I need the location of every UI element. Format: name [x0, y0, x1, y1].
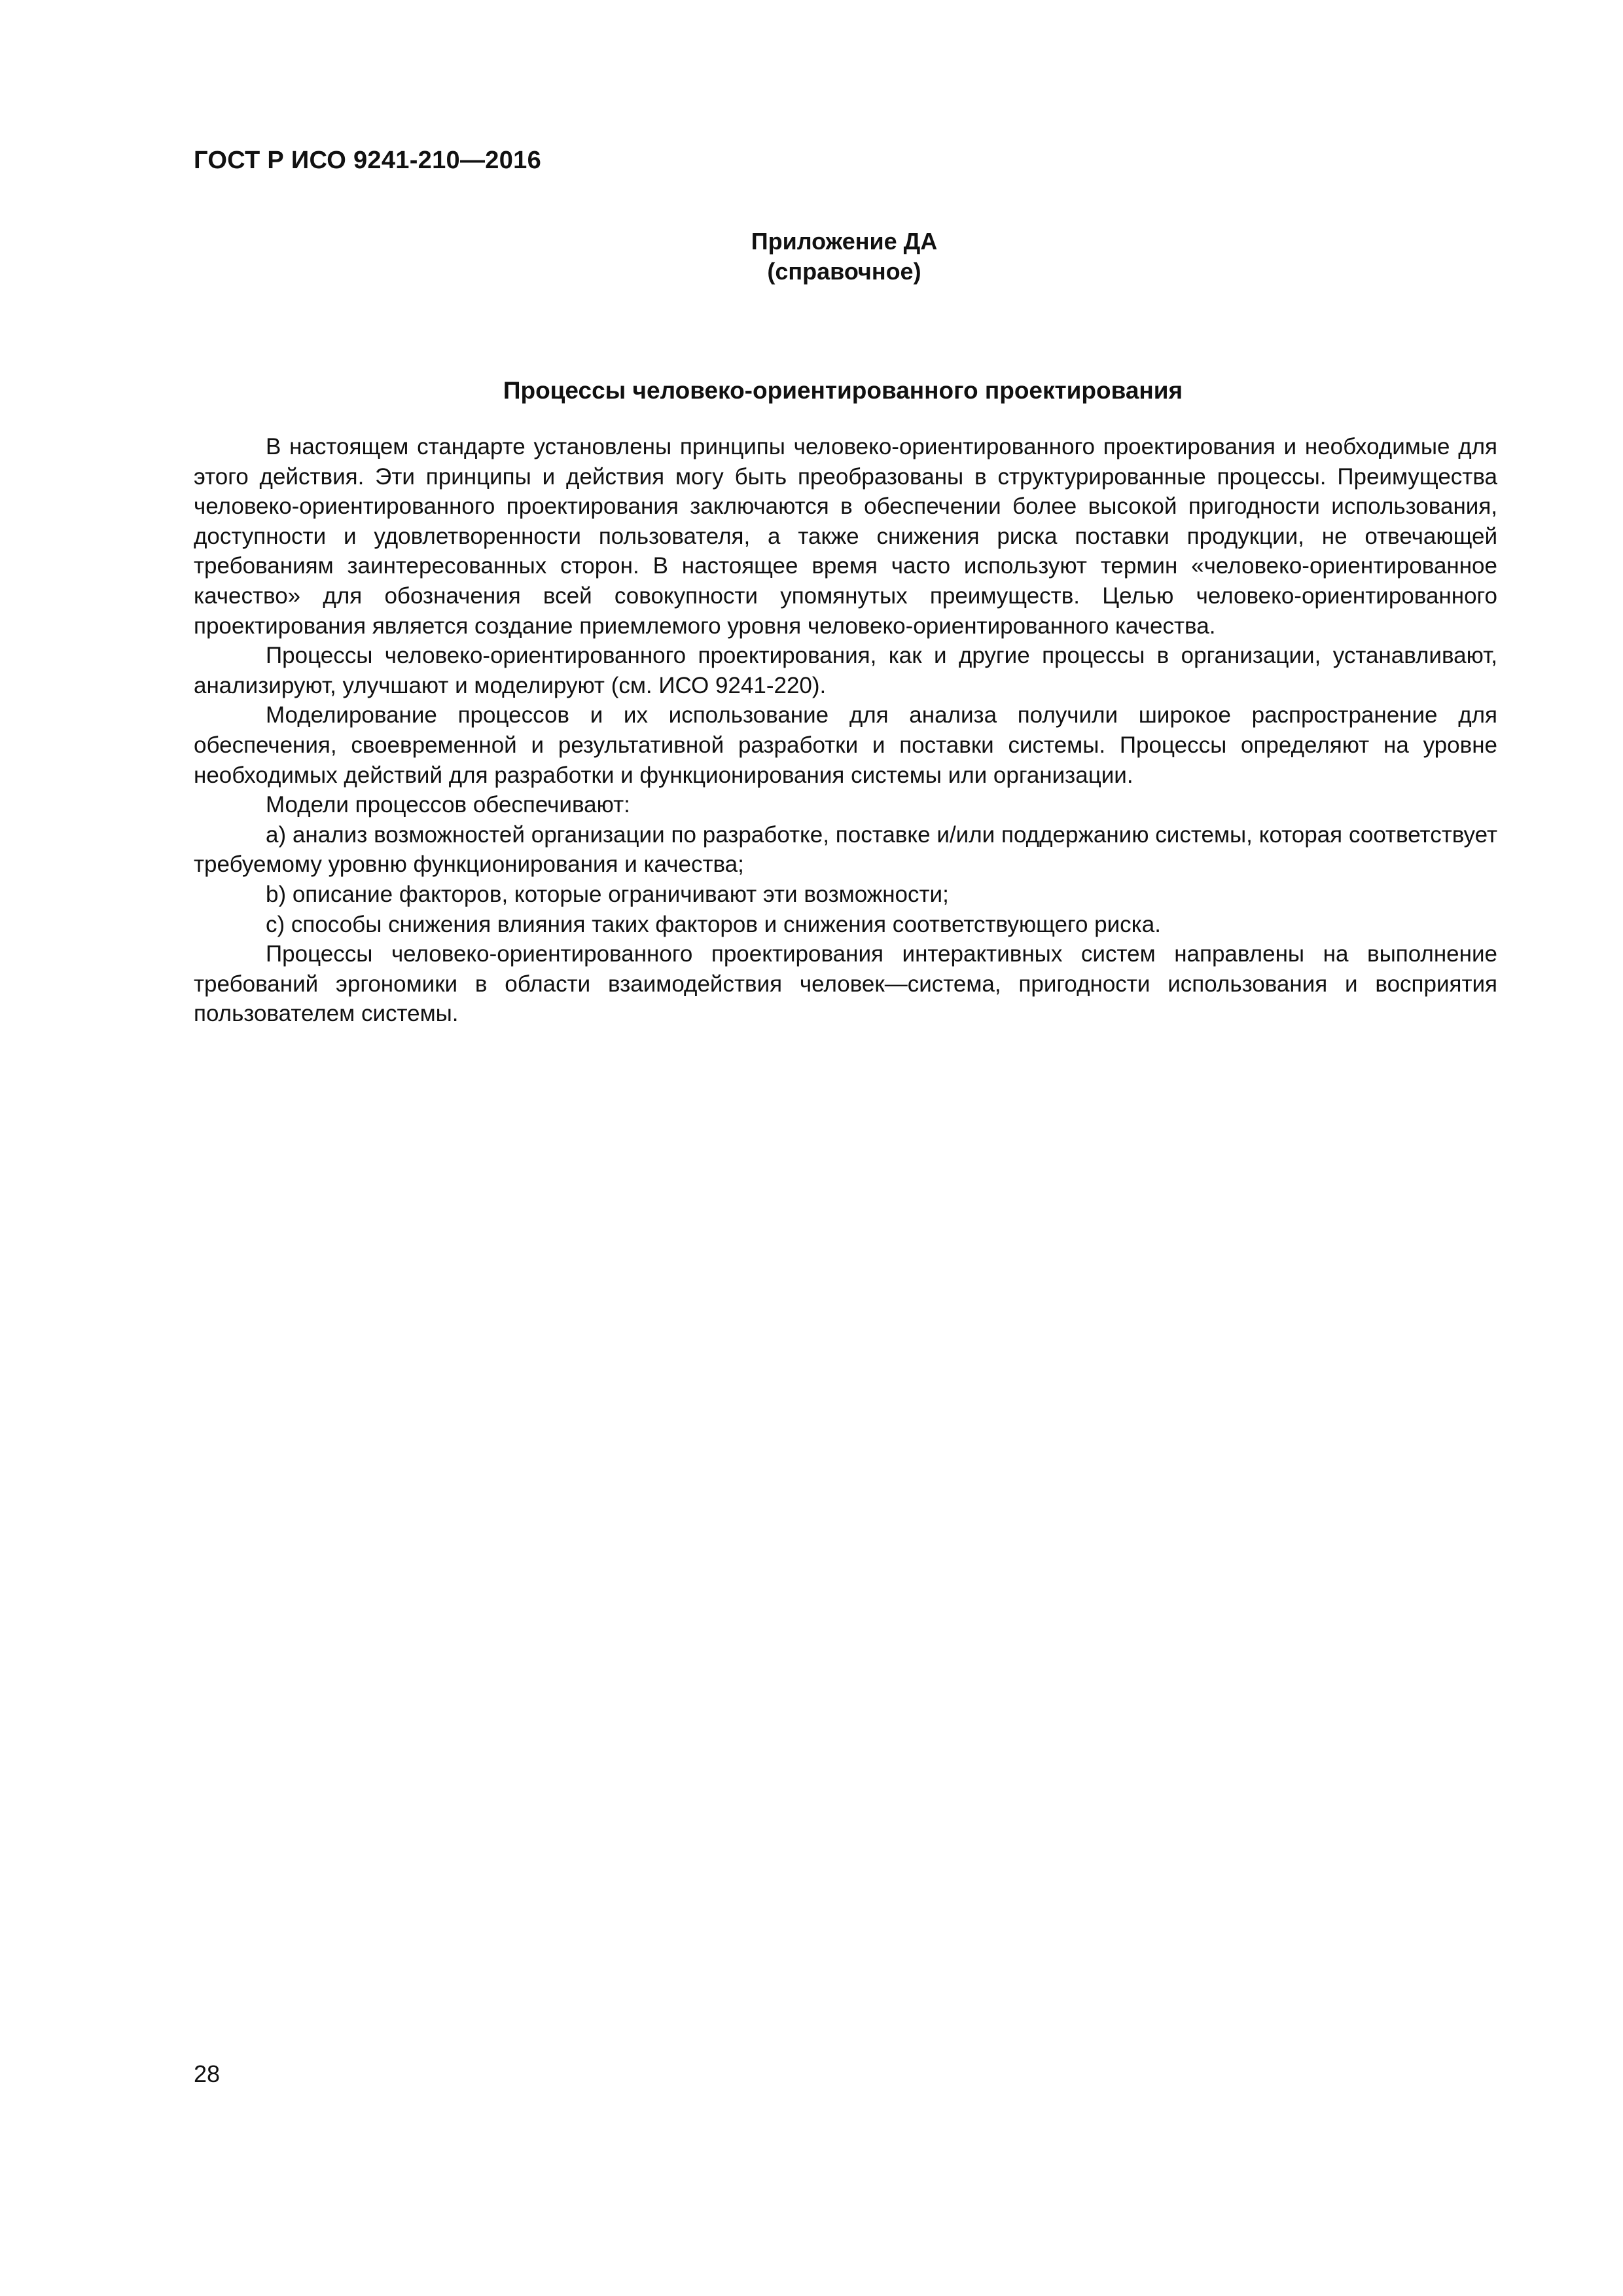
paragraph-processes: Процессы человеко-ориентированного проектирования, как и другие процессы в организации, устанавливают, анализируют, улучшают и моделируют (см. ИСО 9241-220). — [194, 643, 1497, 698]
list-item-a: а) анализ возможностей организации по разработке, поставке и/или поддержанию системы, которая соответствует требуемому уровню функционирования и качества; — [194, 821, 1497, 878]
paragraph-modeling: Моделирование процессов и их использование для анализа получили широкое распространение для обеспечения, своевременной и результативной разработки и поставки системы. Процессы определяют на уровне необходимых действий для разработки и функционирования системы или организации. — [194, 702, 1497, 788]
paragraph-models-provide: Модели процессов обеспечивают: — [266, 792, 630, 818]
paragraph-intro: В настоящем стандарте установлены принципы человеко-ориентированного проектирования и необходимые для этого действия. Эти принципы и действия могу быть преобразованы в структурированные процессы. Преимущества человеко-ориентированного проектирования заключаются в обеспечении более высокой пригодности использования, доступности и удовлетворенности пользователя, а также снижения риска поставки продукции, не отвечающей требованиям заинтересованных сторон. В настоящее время часто используют термин «человеко-ориентированное качество» для обозначения всей совокупности упомянутых преимуществ. Целью человеко-ориентированного проектирования является создание приемлемого уровня человеко-ориентированного качества. — [194, 434, 1497, 639]
paragraph-conclusion: Процессы человеко-ориентированного проектирования интерактивных систем направлены на выполнение требований эргономики в области взаимодействия человек—система, пригодности использования и восприятия пользователем системы. — [194, 941, 1497, 1027]
section-title: Процессы человеко-ориентированного проектирования — [503, 377, 1183, 404]
list-item-b: b) описание факторов, которые ограничивают эти возможности; — [266, 881, 949, 907]
standard-code-header: ГОСТ Р ИСО 9241-210—2016 — [194, 147, 542, 174]
appendix-title: Приложение ДА — [751, 228, 938, 255]
body-text — [194, 432, 1497, 1029]
list-item-c: c) способы снижения влияния таких факторов и снижения соответствующего риска. — [266, 911, 1161, 937]
appendix-status: (справочное) — [767, 258, 921, 285]
page-number: 28 — [194, 2060, 221, 2087]
appendix-heading — [582, 226, 1106, 287]
